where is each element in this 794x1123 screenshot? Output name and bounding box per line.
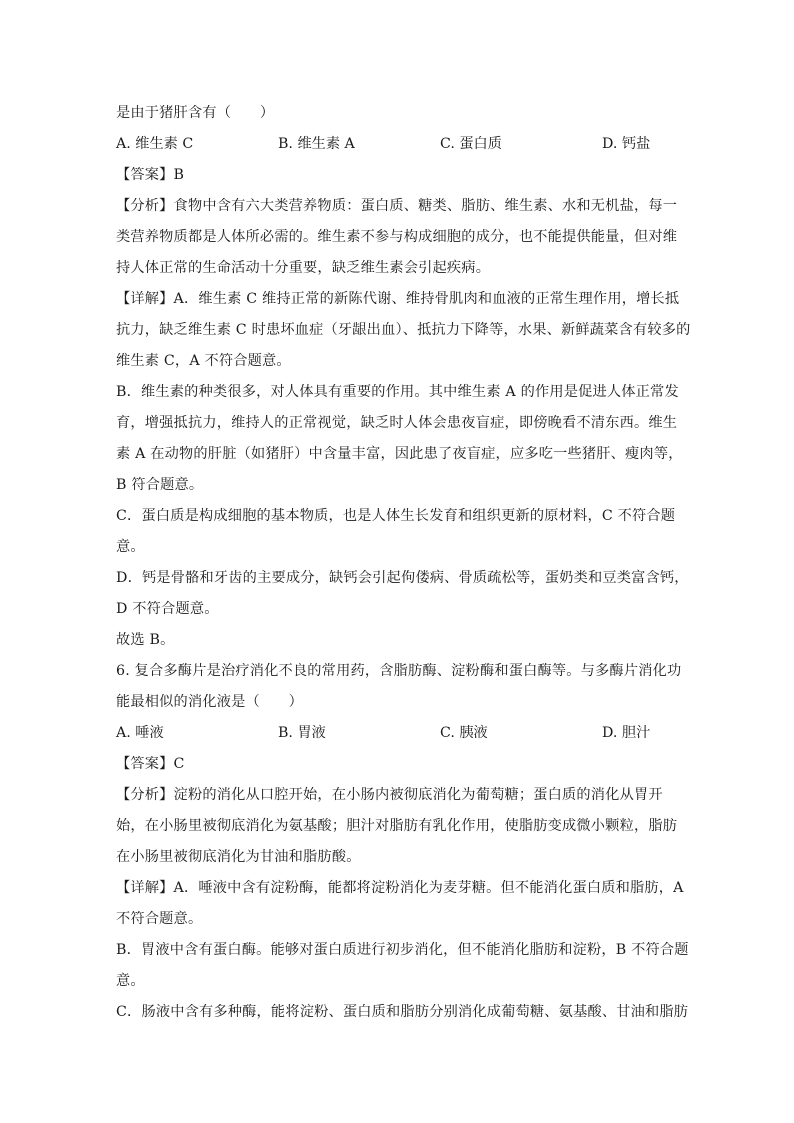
option-a: A. 维生素 C (116, 136, 194, 152)
option-b: B. 胃液 (278, 725, 326, 741)
detail-line: 育，增强抵抗力，维持人的正常视觉，缺乏时人体会患夜盲症，即傍晚看不清东西。维生 (116, 415, 678, 431)
detail-line: 意。 (116, 973, 145, 989)
detail-line: C．蛋白质是构成细胞的基本物质，也是人体生长发育和组织更新的原材料，C 不符合题 (116, 508, 676, 524)
detail-line: D 不符合题意。 (116, 601, 219, 617)
option-c: C. 蛋白质 (440, 136, 502, 152)
document-page (116, 98, 691, 1028)
detail-line: B．胃液中含有蛋白酶。能够对蛋白质进行初步消化，但不能消化脂肪和淀粉，B 不符合题 (116, 942, 689, 958)
detail-line: 素 A 在动物的肝脏（如猪肝）中含量丰富，因此患了夜盲症，应多吃一些猪肝、瘦肉等， (116, 446, 683, 462)
question-stem: 6. 复合多酶片是治疗消化不良的常用药，含脂肪酶、淀粉酶和蛋白酶等。与多酶片消化功 (116, 663, 682, 679)
options-row (116, 129, 680, 160)
answer-line: 【答案】B (116, 167, 185, 183)
analysis-line: 类营养物质都是人体所必需的。维生素不参与构成细胞的成分，也不能提供能量，但对维 (116, 229, 678, 245)
analysis-line: 【分析】淀粉的消化从口腔开始，在小肠内被彻底消化为葡萄糖；蛋白质的消化从胃开 (116, 787, 663, 803)
detail-line: 【详解】A．维生素 C 维持正常的新陈代谢、维持骨肌肉和血液的正常生理作用，增长抵 (116, 291, 680, 307)
detail-line: 维生素 C，A 不符合题意。 (116, 353, 291, 369)
analysis-line: 在小肠里被彻底消化为甘油和脂肪酸。 (116, 849, 361, 865)
option-b: B. 维生素 A (278, 136, 355, 152)
conclusion-line: 故选 B。 (116, 632, 175, 648)
analysis-line: 【分析】食物中含有六大类营养物质：蛋白质、糖类、脂肪、维生素、水和无机盐，每一 (116, 198, 678, 214)
detail-line: D．钙是骨骼和牙齿的主要成分，缺钙会引起佝偻病、骨质疏松等，蛋奶类和豆类富含钙， (116, 570, 689, 586)
question-stem: 是由于猪肝含有（ ） (116, 105, 275, 121)
question-stem: 能最相似的消化液是（ ） (116, 694, 304, 710)
detail-line: 不符合题意。 (116, 911, 203, 927)
analysis-line: 始，在小肠里被彻底消化为氨基酸；胆汁对脂肪有乳化作用，使脂肪变成微小颗粒，脂肪 (116, 818, 678, 834)
detail-line: 意。 (116, 539, 145, 555)
analysis-line: 持人体正常的生命活动十分重要，缺乏维生素会引起疾病。 (116, 260, 491, 276)
detail-line: B．维生素的种类很多，对人体具有重要的作用。其中维生素 A 的作用是促进人体正常发 (116, 384, 679, 400)
detail-line: C．肠液中含有多种酶，能将淀粉、蛋白质和脂肪分别消化成葡萄糖、氨基酸、甘油和脂肪 (116, 1004, 689, 1020)
detail-line: 【详解】A．唾液中含有淀粉酶，能都将淀粉消化为麦芽糖。但不能消化蛋白质和脂肪，A (116, 880, 684, 896)
detail-line: B 符合题意。 (116, 477, 204, 493)
option-a: A. 唾液 (116, 725, 164, 741)
answer-line: 【答案】C (116, 756, 185, 772)
option-d: D. 胆汁 (602, 725, 651, 741)
option-d: D. 钙盐 (602, 136, 651, 152)
options-row (116, 718, 680, 749)
option-c: C. 胰液 (440, 725, 488, 741)
detail-line: 抗力，缺乏维生素 C 时患坏血症（牙龈出血）、抵抗力下降等，水果、新鲜蔬菜含有较多的 (116, 322, 691, 338)
